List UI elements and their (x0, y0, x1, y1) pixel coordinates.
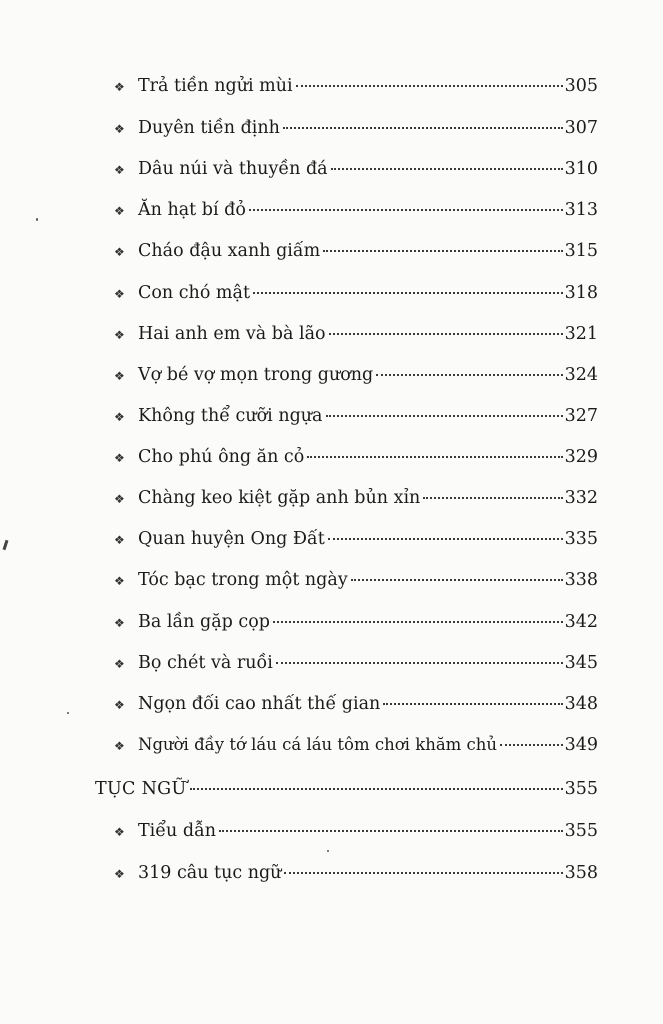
entry-page-number: 348 (564, 694, 598, 714)
diamond-bullet-icon: ❖ (114, 657, 125, 671)
entry-page-number: 313 (564, 200, 598, 220)
entry-title: Bọ chét và ruồi (138, 653, 273, 673)
entry-page-number: 305 (564, 76, 598, 96)
toc-entry (114, 446, 598, 469)
dot-leader (423, 497, 562, 499)
toc-entry (114, 820, 598, 843)
diamond-bullet-icon: ❖ (114, 122, 125, 136)
entry-page-number: 335 (564, 529, 598, 549)
dot-leader (219, 830, 563, 832)
toc-entry (114, 569, 598, 592)
entry-page-number: 329 (564, 447, 598, 467)
entry-title: Cháo đậu xanh giấm (138, 241, 321, 261)
diamond-bullet-icon: ❖ (114, 80, 125, 94)
entry-page-number: 349 (564, 735, 598, 755)
diamond-bullet-icon: ❖ (114, 698, 125, 712)
toc-entry (114, 528, 598, 551)
entry-title: Không thể cưỡi ngựa (138, 406, 323, 426)
diamond-bullet-icon: ❖ (114, 369, 125, 383)
diamond-bullet-icon: ❖ (114, 616, 125, 630)
entry-page-number: 321 (564, 324, 598, 344)
diamond-bullet-icon: ❖ (114, 867, 125, 881)
entry-title: Dâu núi và thuyền đá (138, 159, 328, 179)
entry-title: Ăn hạt bí đỏ (138, 200, 246, 220)
dot-leader (253, 292, 563, 294)
diamond-bullet-icon: ❖ (114, 287, 125, 301)
entry-title: Hai anh em và bà lão (138, 324, 326, 344)
entry-page-number: 327 (564, 406, 598, 426)
diamond-bullet-icon: ❖ (114, 245, 125, 259)
ink-speck (327, 850, 329, 852)
diamond-bullet-icon: ❖ (114, 163, 125, 177)
dot-leader (284, 872, 562, 874)
dot-leader (249, 209, 563, 211)
toc-entry (114, 158, 598, 181)
toc-entry (114, 611, 598, 634)
dot-leader (283, 127, 563, 129)
entry-page-number: 345 (564, 653, 598, 673)
toc-entry (114, 199, 598, 222)
toc-entry (114, 117, 598, 140)
entry-page-number: 355 (564, 821, 598, 841)
entry-page-number: 358 (564, 863, 598, 883)
entry-title: 319 câu tục ngữ (138, 863, 282, 883)
diamond-bullet-icon: ❖ (114, 204, 125, 218)
entry-title: Chàng keo kiệt gặp anh bủn xỉn (138, 488, 421, 508)
entry-title: Quan huyện Ong Đất (138, 529, 325, 549)
entry-title: Con chó mật (138, 283, 250, 303)
toc-entry (114, 75, 598, 98)
dot-leader (331, 168, 563, 170)
dot-leader (328, 538, 563, 540)
entry-title: Duyên tiền định (138, 118, 280, 138)
entry-page-number: 342 (564, 612, 598, 632)
toc-entry (114, 364, 598, 387)
ink-speck (67, 712, 69, 714)
diamond-bullet-icon: ❖ (114, 328, 125, 342)
entry-title: Tiểu dẫn (138, 821, 217, 841)
dot-leader (383, 703, 562, 705)
dot-leader (323, 250, 562, 252)
diamond-bullet-icon: ❖ (114, 574, 125, 588)
entry-page-number: 307 (564, 118, 598, 138)
dot-leader (326, 415, 563, 417)
section-title: TỤC NGỮ (95, 779, 187, 799)
entry-title: Người đầy tớ láu cá láu tôm chơi khăm chủ (138, 735, 498, 754)
toc-entry (114, 693, 598, 716)
dot-leader (273, 621, 563, 623)
dot-leader (500, 744, 563, 746)
toc-entry (114, 240, 598, 263)
diamond-bullet-icon: ❖ (114, 739, 125, 753)
dot-leader (307, 456, 562, 458)
toc-entry (114, 487, 598, 510)
dot-leader (276, 662, 563, 664)
entry-title: Tóc bạc trong một ngày (138, 570, 348, 590)
toc-entry (114, 282, 598, 305)
entry-title: Ba lần gặp cọp (138, 612, 270, 632)
diamond-bullet-icon: ❖ (114, 410, 125, 424)
toc-entry (114, 862, 598, 885)
dot-leader (296, 85, 563, 87)
dot-leader (329, 333, 563, 335)
entry-title: Vợ bé vợ mọn trong gương (138, 365, 374, 385)
entry-page-number: 318 (564, 283, 598, 303)
toc-entry (114, 405, 598, 428)
entry-page-number: 338 (564, 570, 598, 590)
dot-leader (351, 579, 563, 581)
diamond-bullet-icon: ❖ (114, 533, 125, 547)
entry-page-number: 332 (564, 488, 598, 508)
entry-page-number: 310 (564, 159, 598, 179)
toc-section (95, 778, 598, 800)
section-page-number: 355 (564, 779, 598, 799)
diamond-bullet-icon: ❖ (114, 451, 125, 465)
entry-title: Cho phú ông ăn cỏ (138, 447, 305, 467)
ink-speck (36, 218, 38, 221)
toc-entry (114, 652, 598, 675)
toc-entry (114, 734, 598, 757)
dot-leader (376, 374, 562, 376)
entry-title: Trả tiền ngửi mùi (138, 76, 293, 96)
entry-page-number: 315 (564, 241, 598, 261)
entry-title: Ngọn đối cao nhất thế gian (138, 694, 381, 714)
diamond-bullet-icon: ❖ (114, 825, 125, 839)
toc-entry (114, 323, 598, 346)
dot-leader (190, 788, 563, 790)
entry-page-number: 324 (564, 365, 598, 385)
diamond-bullet-icon: ❖ (114, 492, 125, 506)
